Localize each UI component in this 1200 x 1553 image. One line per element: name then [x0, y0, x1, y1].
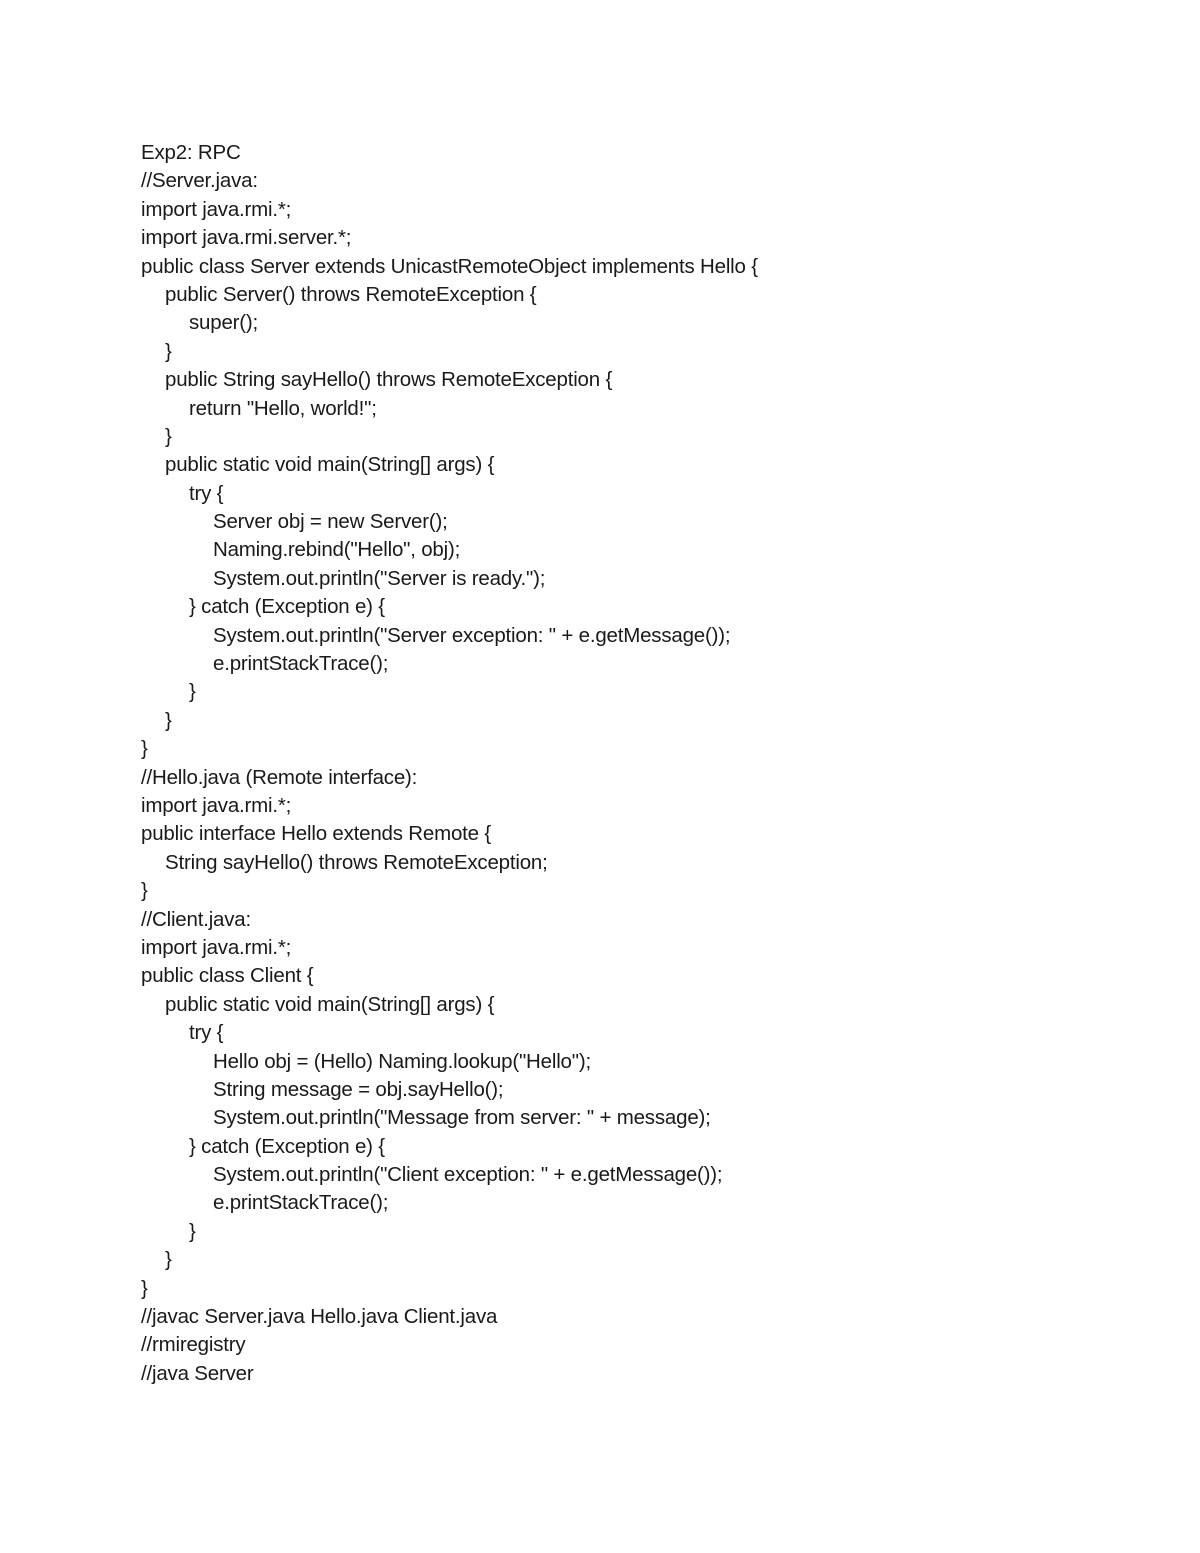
- document-line: System.out.println("Client exception: " + e.getMessage());: [213, 1163, 723, 1187]
- document-line: }: [165, 339, 172, 363]
- document-line: import java.rmi.*;: [141, 197, 292, 221]
- document-line: }: [189, 680, 196, 704]
- document-line: Exp2: RPC: [141, 141, 241, 164]
- document-line: Hello obj = (Hello) Naming.lookup("Hello");: [213, 1049, 591, 1073]
- document-line: public String sayHello() throws RemoteException {: [165, 368, 613, 392]
- document-line: return "Hello, world!";: [189, 396, 377, 420]
- document-line: Naming.rebind("Hello", obj);: [213, 538, 461, 562]
- document-line: public static void main(String[] args) {: [165, 992, 495, 1016]
- document-body: [141, 139, 1141, 1388]
- document-line: import java.rmi.server.*;: [141, 226, 352, 250]
- document-line: public class Client {: [141, 964, 314, 988]
- document-line: public Server() throws RemoteException {: [165, 282, 537, 306]
- document-line: } catch (Exception e) {: [189, 1134, 385, 1158]
- document-line: }: [165, 424, 172, 448]
- document-line: }: [165, 708, 172, 732]
- document-line: //Hello.java (Remote interface):: [141, 765, 418, 789]
- document-line: System.out.println("Server is ready.");: [213, 566, 546, 590]
- document-line: }: [141, 1276, 148, 1300]
- document-line: //Client.java:: [141, 907, 252, 931]
- document-line: try {: [189, 481, 224, 505]
- document-line: String sayHello() throws RemoteException;: [165, 850, 548, 874]
- document-line: public static void main(String[] args) {: [165, 453, 495, 477]
- document-line: }: [141, 737, 148, 761]
- document-line: String message = obj.sayHello();: [213, 1077, 504, 1101]
- document-line: e.printStackTrace();: [213, 1191, 389, 1215]
- document-line: }: [165, 1248, 172, 1272]
- document-line: System.out.println("Server exception: " + e.getMessage());: [213, 623, 731, 647]
- document-line: }: [141, 879, 148, 903]
- document-line: import java.rmi.*;: [141, 935, 292, 959]
- document-line: public interface Hello extends Remote {: [141, 822, 492, 846]
- document-line: //javac Server.java Hello.java Client.java: [141, 1305, 498, 1329]
- document-line: import java.rmi.*;: [141, 793, 292, 817]
- document-line: //rmiregistry: [141, 1333, 246, 1357]
- document-line: System.out.println("Message from server: " + message);: [213, 1106, 711, 1130]
- document-line: super();: [189, 311, 259, 335]
- document-line: try {: [189, 1021, 224, 1045]
- document-line: }: [189, 1219, 196, 1243]
- document-line: e.printStackTrace();: [213, 652, 389, 676]
- document-line: public class Server extends UnicastRemoteObject implements Hello {: [141, 254, 758, 278]
- document-line: //java Server: [141, 1361, 254, 1385]
- document-line: Server obj = new Server();: [213, 510, 448, 534]
- document-line: //Server.java:: [141, 169, 258, 193]
- document-line: } catch (Exception e) {: [189, 595, 385, 619]
